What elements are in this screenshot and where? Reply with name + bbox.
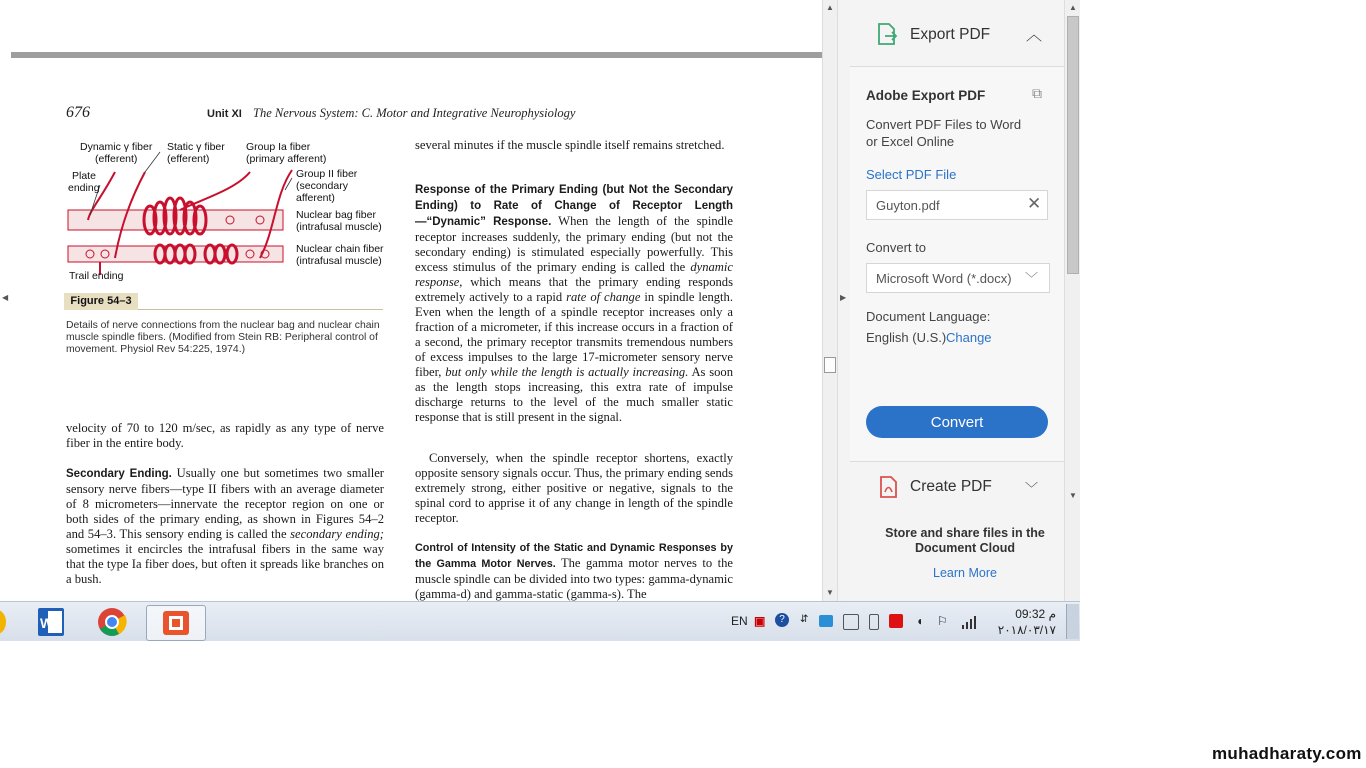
pane-scroll-up-icon[interactable]: ▲ [1069, 3, 1077, 12]
secondary-ending-heading: Secondary Ending. [66, 468, 172, 480]
svg-text:W: W [40, 615, 54, 631]
document-language-value: English (U.S.) [866, 330, 947, 345]
right-paragraph-3: Conversely, when the spindle receptor shortens, exactly opposite sensory signals occur. Thus, the primary ending sends extremely strong, either positive or negative, signals to the spinal cord to apprise it of any change in length of the spindle receptor. [415, 451, 733, 525]
label-nuclear-bag-sub: (intrafusal muscle) [296, 221, 382, 233]
change-language-link[interactable]: Change [946, 330, 992, 345]
store-share-line-1: Store and share files in the [885, 526, 1045, 540]
right-paragraph-2 [415, 182, 733, 425]
label-dynamic-fiber: Dynamic γ fiber [80, 141, 153, 153]
label-group-ii-sub1: (secondary [296, 180, 348, 192]
text-emphasis: dynamic response, [415, 260, 733, 289]
battery-icon[interactable] [869, 614, 879, 630]
format-select-value: Microsoft Word (*.docx) [876, 271, 1012, 286]
speaker-icon[interactable]: ◖ [916, 614, 924, 628]
document-scrollbar[interactable] [822, 0, 837, 601]
app-tray-icon[interactable] [843, 614, 859, 630]
text-run: in spindle length. Even when the length of a spindle receptor increases only a fraction of a micrometer, if this increase occurs in a fraction of a second, the primary receptor transmits tremendous numbers of excess impulses to the large 17-micrometer sensory nerve fiber, [415, 290, 734, 379]
label-nuclear-chain-sub: (intrafusal muscle) [296, 255, 382, 267]
network-signal-icon[interactable] [961, 615, 977, 629]
primary-ending-heading: Response of the Primary Ending (but Not the Secondary Ending) to Rate of Change of Receptor Length—“Dynamic” Response. [415, 184, 733, 228]
unit-title: The Nervous System: C. Motor and Integrative Neurophysiology [253, 106, 576, 120]
adobe-export-desc-1: Convert PDF Files to Word [866, 117, 1022, 132]
label-group-ii-sub2: afferent) [296, 192, 335, 204]
export-pdf-title[interactable]: Export PDF [910, 26, 991, 43]
document-language-label: Document Language: [866, 309, 991, 324]
figure-caption: Details of nerve connections from the nuclear bag and nuclear chain muscle spindle fibers. (Modified from Stein RB: Peripheral control of movement. Physiol Rev 54:225, 1974.) [66, 320, 380, 355]
clock-date[interactable]: ٢٠١٨/٠٣/١٧ [997, 623, 1056, 637]
label-static-fiber: Static γ fiber [167, 141, 225, 153]
adobe-export-title: Adobe Export PDF [866, 88, 986, 103]
left-paragraph-1: velocity of 70 to 120 m/sec, as rapidly as any type of nerve fiber in the entire body. [66, 421, 384, 450]
site-watermark: muhadharaty.com [1212, 744, 1362, 763]
messenger-tray-icon[interactable] [819, 615, 833, 627]
export-pdf-icon [876, 22, 898, 46]
text-run: which means that the primary ending responds extremely actively to a rapid [415, 275, 733, 304]
adobe-export-desc-2: or Excel Online [866, 134, 955, 149]
label-trail: Trail ending [69, 270, 124, 282]
pane-scroll-down-icon[interactable]: ▼ [1069, 491, 1077, 500]
label-group-ia-sub: (primary afferent) [246, 153, 327, 165]
store-share-line-2: Document Cloud [915, 541, 1015, 555]
chevron-down-icon[interactable]: ﹀ [1025, 271, 1039, 286]
text-emphasis: rate of change [566, 290, 641, 304]
text-run: Usually one but sometimes two smaller sensory nerve fibers—type II fibers with an average diameter of 8 micrometers—innervate the receptor region on one or both sides of the primary ending, as shown in Figures 54–2 and 54–3. This sensory ending is called the [66, 466, 384, 541]
scroll-down-icon[interactable]: ▼ [826, 588, 834, 597]
label-dynamic-fiber-sub: (efferent) [95, 153, 138, 165]
text-run: sometimes it encircles the intrafusal fibers in the same way that the type Ia fiber does, but often it spreads like branches on a bush. [66, 542, 384, 586]
chrome-taskbar-button[interactable] [86, 605, 138, 639]
select-pdf-label: Select PDF File [866, 167, 957, 182]
page-number: 676 [66, 104, 90, 121]
label-static-fiber-sub: (efferent) [167, 153, 210, 165]
chevron-down-icon-create[interactable]: ﹀ [1025, 481, 1039, 496]
label-plate-sub: ending [68, 182, 100, 194]
clear-file-icon[interactable]: ✕ [1027, 194, 1042, 213]
document-scroll-thumb[interactable] [824, 357, 836, 373]
cloud-account-icon[interactable]: ⧉ [1032, 85, 1042, 101]
gamma-control-heading: Control of Intensity of the Static and Dynamic Responses by the Gamma Motor Nerves. [415, 542, 733, 570]
collapse-pane-icon[interactable]: ▶ [840, 293, 847, 302]
chevron-up-icon[interactable]: ︿ [1026, 27, 1043, 44]
pane-scroll-thumb[interactable] [1067, 16, 1079, 274]
show-desktop-button[interactable] [1066, 604, 1079, 639]
left-paragraph-2 [66, 466, 384, 587]
text-run: As soon as the length stops increasing, this extra rate of impulse discharge returns to the level of the much smaller static response that is still present in the signal. [415, 365, 733, 424]
create-pdf-title[interactable]: Create PDF [910, 478, 992, 495]
help-tray-icon[interactable]: ? [775, 613, 789, 627]
notifications-tray-icon[interactable]: ⇵ [800, 614, 809, 625]
document-viewer[interactable] [0, 0, 822, 601]
action-center-flag-icon[interactable]: ⚐ [937, 614, 948, 628]
word-taskbar-button[interactable] [26, 605, 78, 639]
label-group-ii: Group II fiber [296, 168, 358, 180]
clock-time[interactable]: 09:32 م [1015, 607, 1056, 621]
label-plate: Plate [72, 170, 96, 182]
acrobat-tray-icon[interactable]: ▣ [754, 614, 766, 628]
text-emphasis: but only while the length is actually increasing. [445, 365, 689, 379]
scroll-left-icon[interactable]: ◀ [2, 293, 9, 302]
convert-button[interactable]: Convert [866, 406, 1048, 438]
label-group-ia: Group Ia fiber [246, 141, 311, 153]
text-emphasis: secondary ending; [290, 527, 384, 541]
taskbar [0, 601, 1080, 641]
convert-to-label: Convert to [866, 240, 926, 255]
word-icon [26, 605, 78, 639]
right-paragraph-1: several minutes if the muscle spindle itself remains stretched. [415, 138, 725, 152]
language-indicator[interactable]: EN [731, 614, 748, 628]
chrome-icon [86, 605, 138, 639]
label-nuclear-chain: Nuclear chain fiber [296, 243, 384, 255]
text-run: When the length of the spindle receptor increases suddenly, the primary ending (but not the secondary ending) is stimulated especially powerfully. This excess stimulus of the primary ending is called the [415, 214, 733, 274]
acrobat-icon [147, 606, 205, 640]
right-paragraph-4 [415, 540, 733, 601]
learn-more-link[interactable]: Learn More [933, 566, 997, 580]
create-pdf-icon [878, 476, 900, 498]
figure-number: Figure 54–3 [64, 293, 138, 310]
unit-label: Unit XI [207, 108, 242, 120]
selected-file-name: Guyton.pdf [876, 198, 940, 213]
acrobat-taskbar-button[interactable] [146, 605, 206, 641]
start-orb-icon[interactable] [0, 610, 6, 634]
text-run: The gamma motor nerves to the muscle spindle can be divided into two types: gamma-dynamic (gamma-d) and gamma-static (gamma-s). The [415, 556, 733, 601]
antivirus-tray-icon[interactable] [889, 614, 903, 628]
figure-rule [138, 309, 383, 310]
label-nuclear-bag: Nuclear bag fiber [296, 209, 376, 221]
scroll-up-icon[interactable]: ▲ [826, 3, 834, 12]
